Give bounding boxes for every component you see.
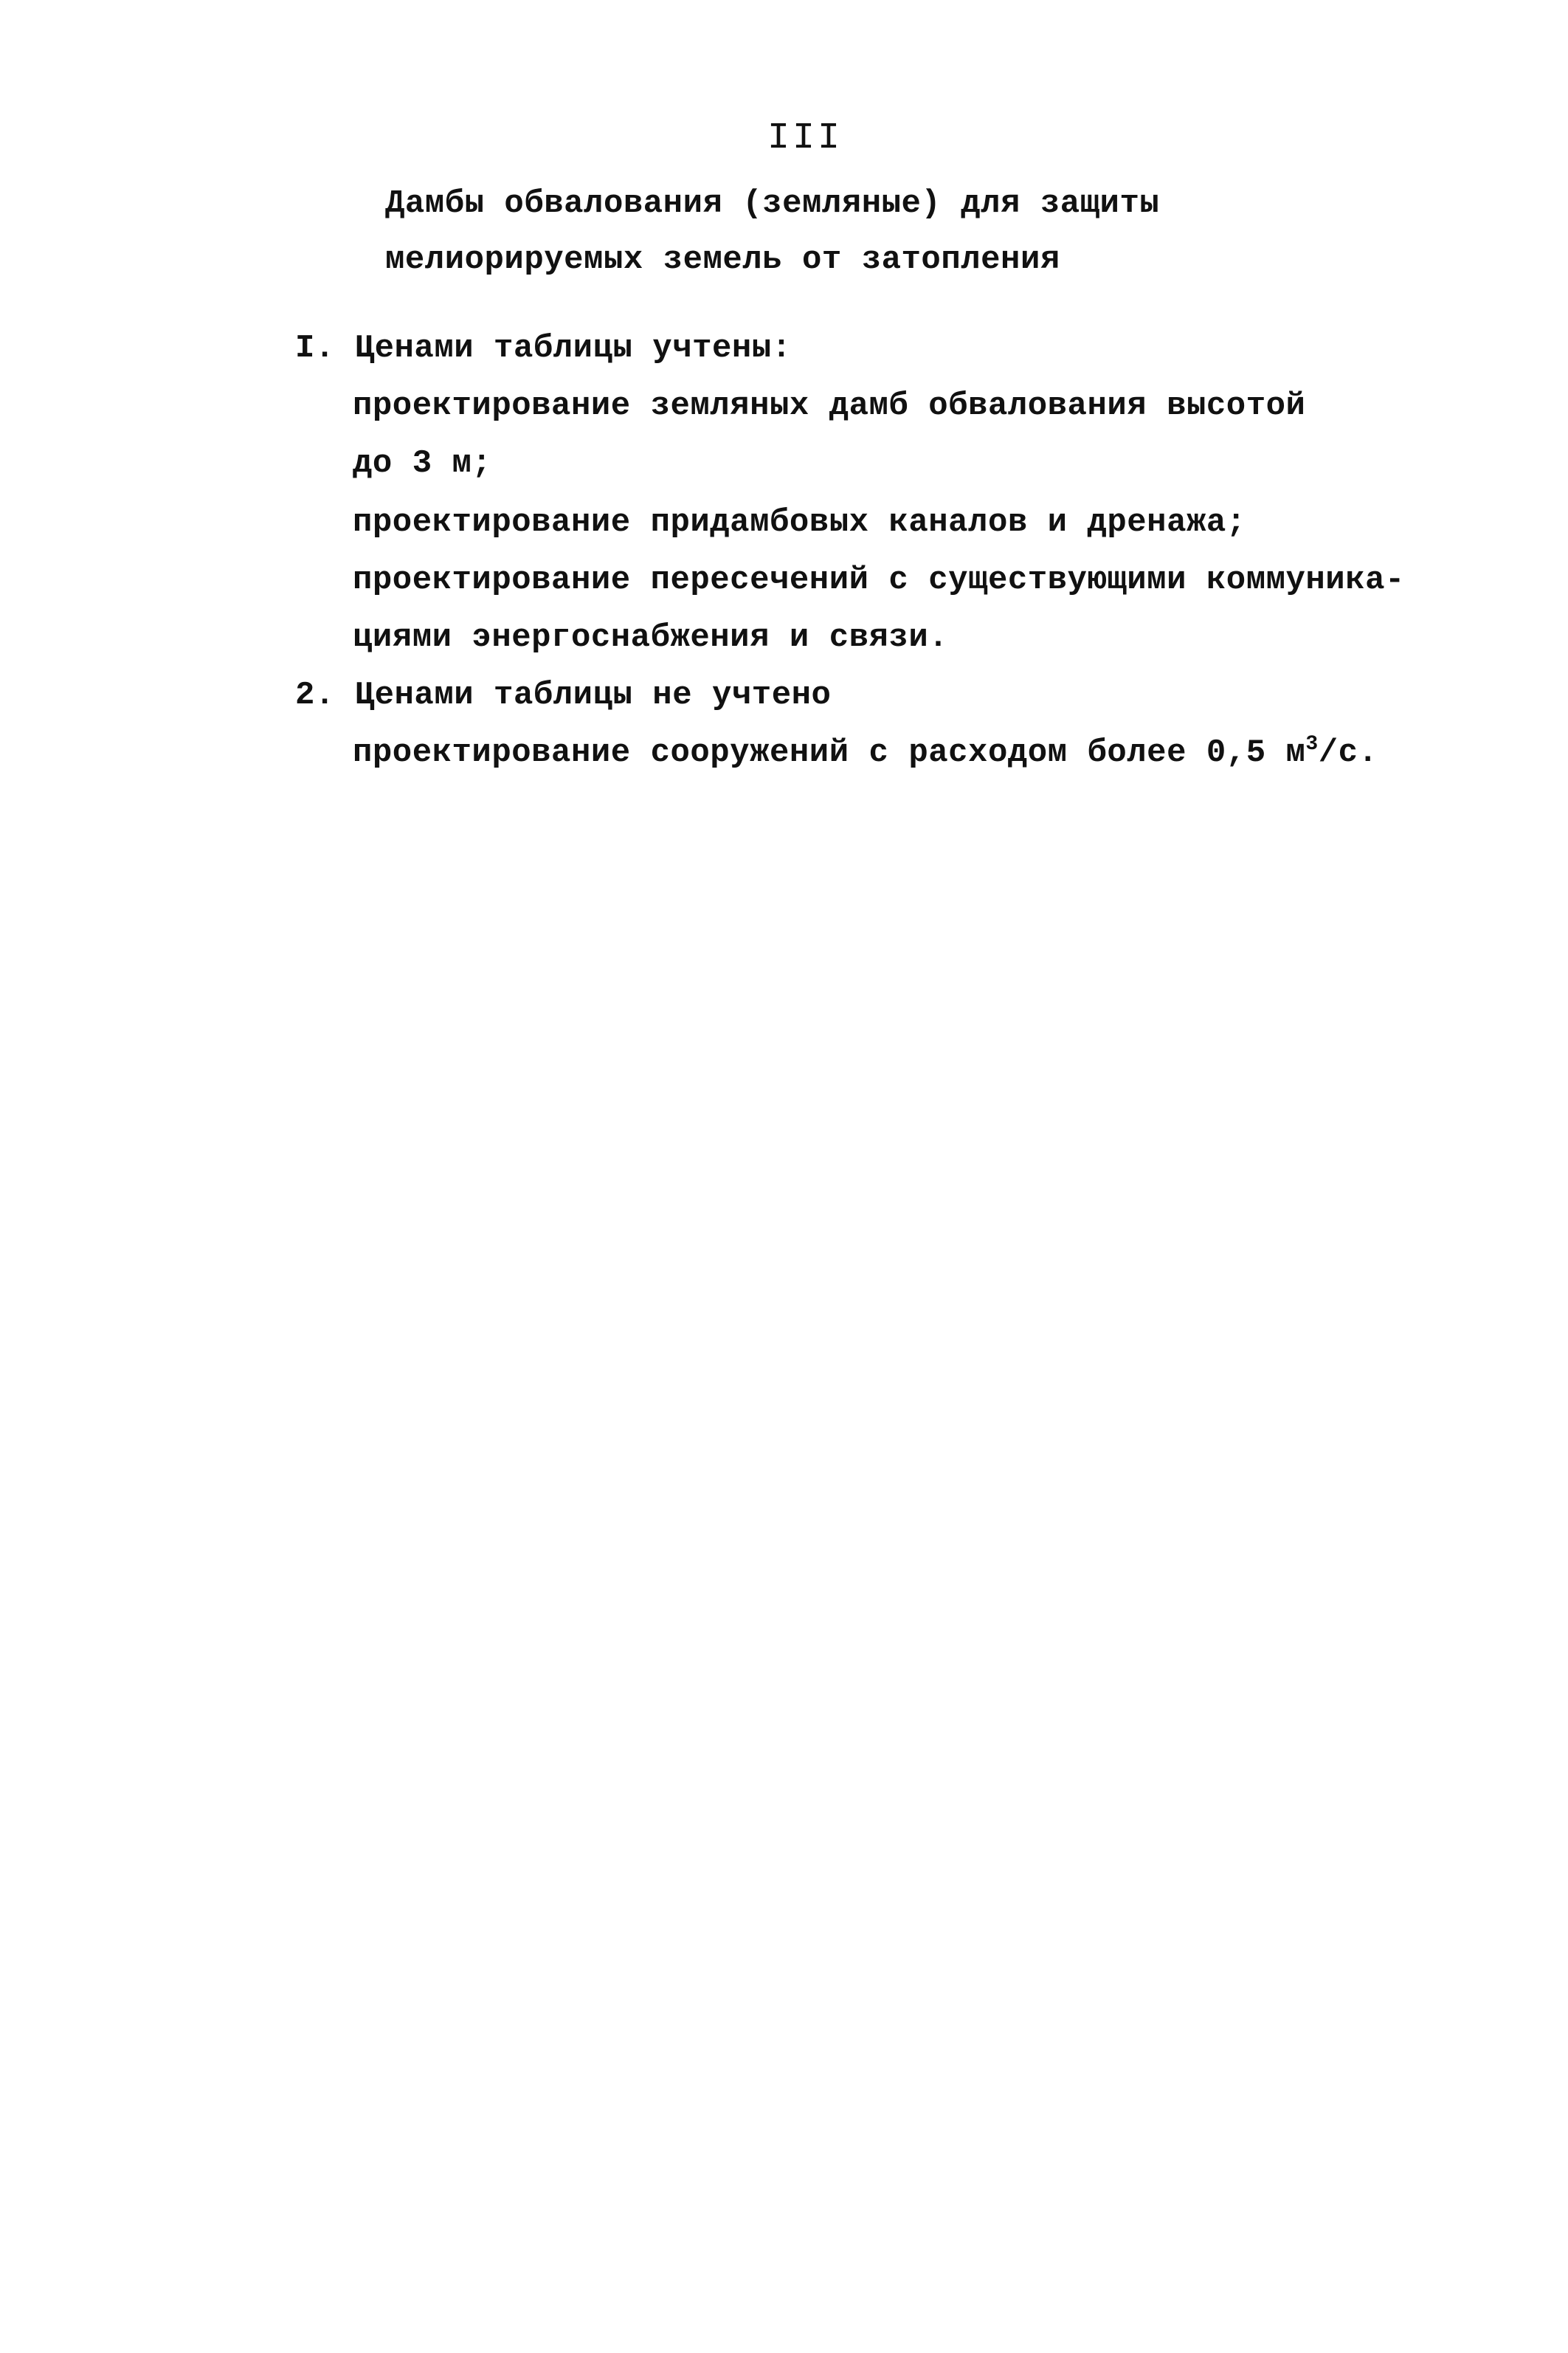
section-2-line-end: /с. [1318,734,1378,771]
section-2-heading-text: Ценами таблицы не учтено [354,677,832,714]
page-number: III [767,117,843,159]
section-1-line-4: проектирование пересечений с существующими коммуника- [353,562,1405,599]
title-line-2: мелиорируемых земель от затопления [385,241,1060,278]
section-2-number: 2. [295,677,335,714]
section-1-line-5: циями энергоснабжения и связи. [353,619,949,656]
section-1-line-3: проектирование придамбовых каналов и дренажа; [353,504,1246,541]
section-1-number: I. [295,330,335,367]
section-1-heading [295,328,792,369]
section-1-heading-text: Ценами таблицы учтены: [354,330,792,367]
section-1-line-2: до 3 м; [353,445,492,482]
section-2-heading [295,675,831,716]
section-2-line-text: проектирование сооружений с расходом более 0,5 м [353,734,1306,771]
cubic-superscript: 3 [1305,733,1319,756]
title-line-1: Дамбы обвалования (земляные) для защиты [385,185,1160,222]
section-2-line-1 [353,732,1378,774]
section-1-line-1: проектирование земляных дамб обвалования высотой [353,387,1306,424]
